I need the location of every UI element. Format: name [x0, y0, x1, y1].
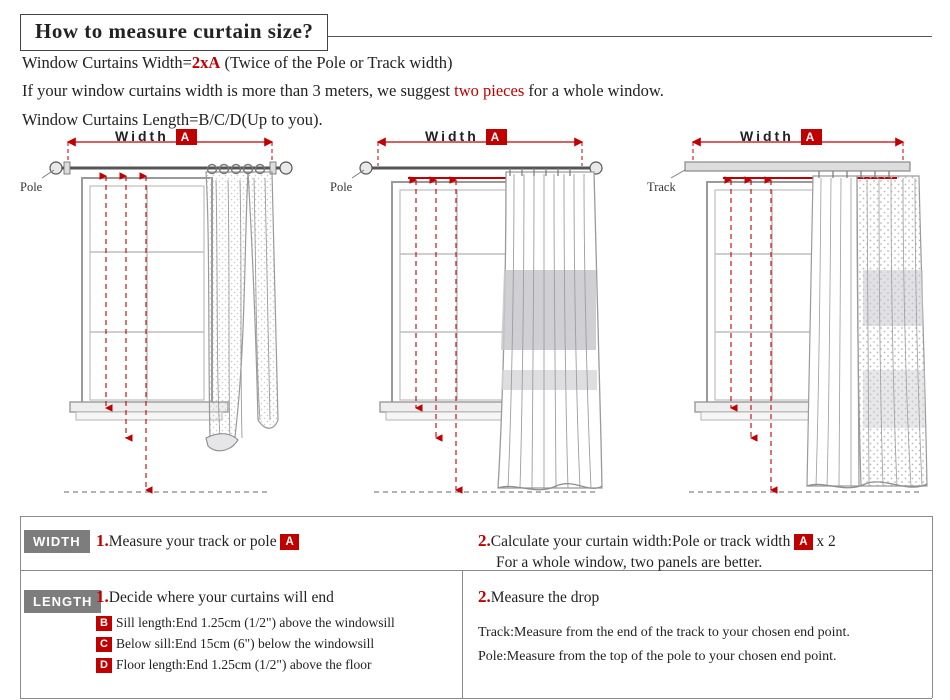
length-option-b-tag: B — [96, 616, 112, 631]
intro-line-3-text: Window Curtains Length=B/C/D(Up to you). — [22, 109, 323, 129]
panel1-width-text: Width — [115, 128, 169, 144]
panel1-drawing — [20, 120, 320, 520]
column-divider — [462, 570, 463, 698]
panel-pole-pencil-pleat — [330, 120, 630, 520]
width-step-2-text: Calculate your curtain width:Pole or track width — [490, 533, 791, 550]
page-title-box — [20, 14, 328, 51]
length-option-d-text: Floor length:End 1.25cm (1/2") above the floor — [115, 656, 372, 672]
length-option-b-text: Sill length:End 1.25cm (1/2") above the windowsill — [115, 614, 395, 630]
panel3-drawing — [645, 120, 945, 520]
intro-line-1 — [22, 52, 922, 74]
intro-line-1-pre: Window Curtains Width= — [22, 53, 192, 72]
length-option-c-text: Below sill:End 15cm (6") below the windowsill — [115, 635, 375, 651]
instructions-section — [0, 518, 950, 700]
length-step-1 — [96, 586, 456, 676]
length-step-2-details — [478, 621, 928, 669]
section-border-right — [932, 516, 933, 698]
width-step-1 — [96, 530, 299, 553]
length-detail-pole: Pole:Measure from the top of the pole to your chosen end point. — [478, 648, 837, 664]
length-option-c-tag: C — [96, 637, 112, 652]
intro-line-1-highlight: 2xA — [191, 53, 221, 72]
length-detail-track: Track:Measure from the end of the track to your chosen end point. — [478, 624, 850, 640]
panel3-mount-label: Track — [647, 180, 676, 194]
panel-track — [645, 120, 945, 520]
length-option-d-tag: D — [96, 658, 112, 673]
panel1-width-tag: A — [176, 129, 198, 145]
page-title: How to measure curtain size? — [35, 19, 314, 43]
section-border-left — [20, 516, 21, 698]
intro-line-2-pre: If your window curtains width is more than 3 meters, we suggest — [22, 81, 455, 101]
length-step-1-number: 1. — [96, 587, 109, 606]
width-step-2-sub: For a whole window, two panels are better. — [496, 553, 763, 571]
section-divider-bottom — [20, 698, 932, 699]
panel2-width-tag: A — [486, 129, 508, 145]
panel2-width-text: Width — [425, 128, 479, 144]
diagram-panels — [0, 120, 950, 520]
width-step-1-text: Measure your track or pole — [108, 533, 277, 550]
width-step-1-number: 1. — [96, 531, 109, 550]
panel1-mount-label: Pole — [20, 180, 43, 194]
intro-line-2-highlight: two pieces — [454, 81, 525, 101]
length-step-2 — [478, 586, 928, 669]
panel2-drawing — [330, 120, 630, 520]
length-step-2-text: Measure the drop — [490, 589, 600, 606]
intro-line-2-post: for a whole window. — [524, 81, 664, 101]
width-step-2-text-post: x 2 — [816, 533, 836, 550]
intro-line-1-post: (Twice of the Pole or Track width) — [220, 53, 453, 72]
length-step-2-number: 2. — [478, 587, 491, 606]
section-divider-top — [20, 516, 932, 517]
panel3-width-tag: A — [801, 129, 823, 145]
width-chip: WIDTH — [24, 530, 90, 553]
length-option-d — [96, 655, 456, 676]
panel3-width-text: Width — [740, 128, 794, 144]
panel2-mount-label: Pole — [330, 180, 353, 194]
length-step-1-text: Decide where your curtains will end — [108, 589, 334, 606]
length-options — [96, 613, 456, 676]
width-step-2-number: 2. — [478, 531, 491, 550]
panel-pole-eyelet — [20, 120, 320, 520]
length-option-c — [96, 634, 456, 655]
width-step-2 — [478, 530, 928, 574]
intro-line-2 — [22, 80, 922, 102]
width-step-1-tag: A — [280, 534, 298, 550]
length-chip: LENGTH — [24, 590, 101, 613]
length-option-b — [96, 613, 456, 634]
width-step-2-tag: A — [794, 534, 812, 550]
